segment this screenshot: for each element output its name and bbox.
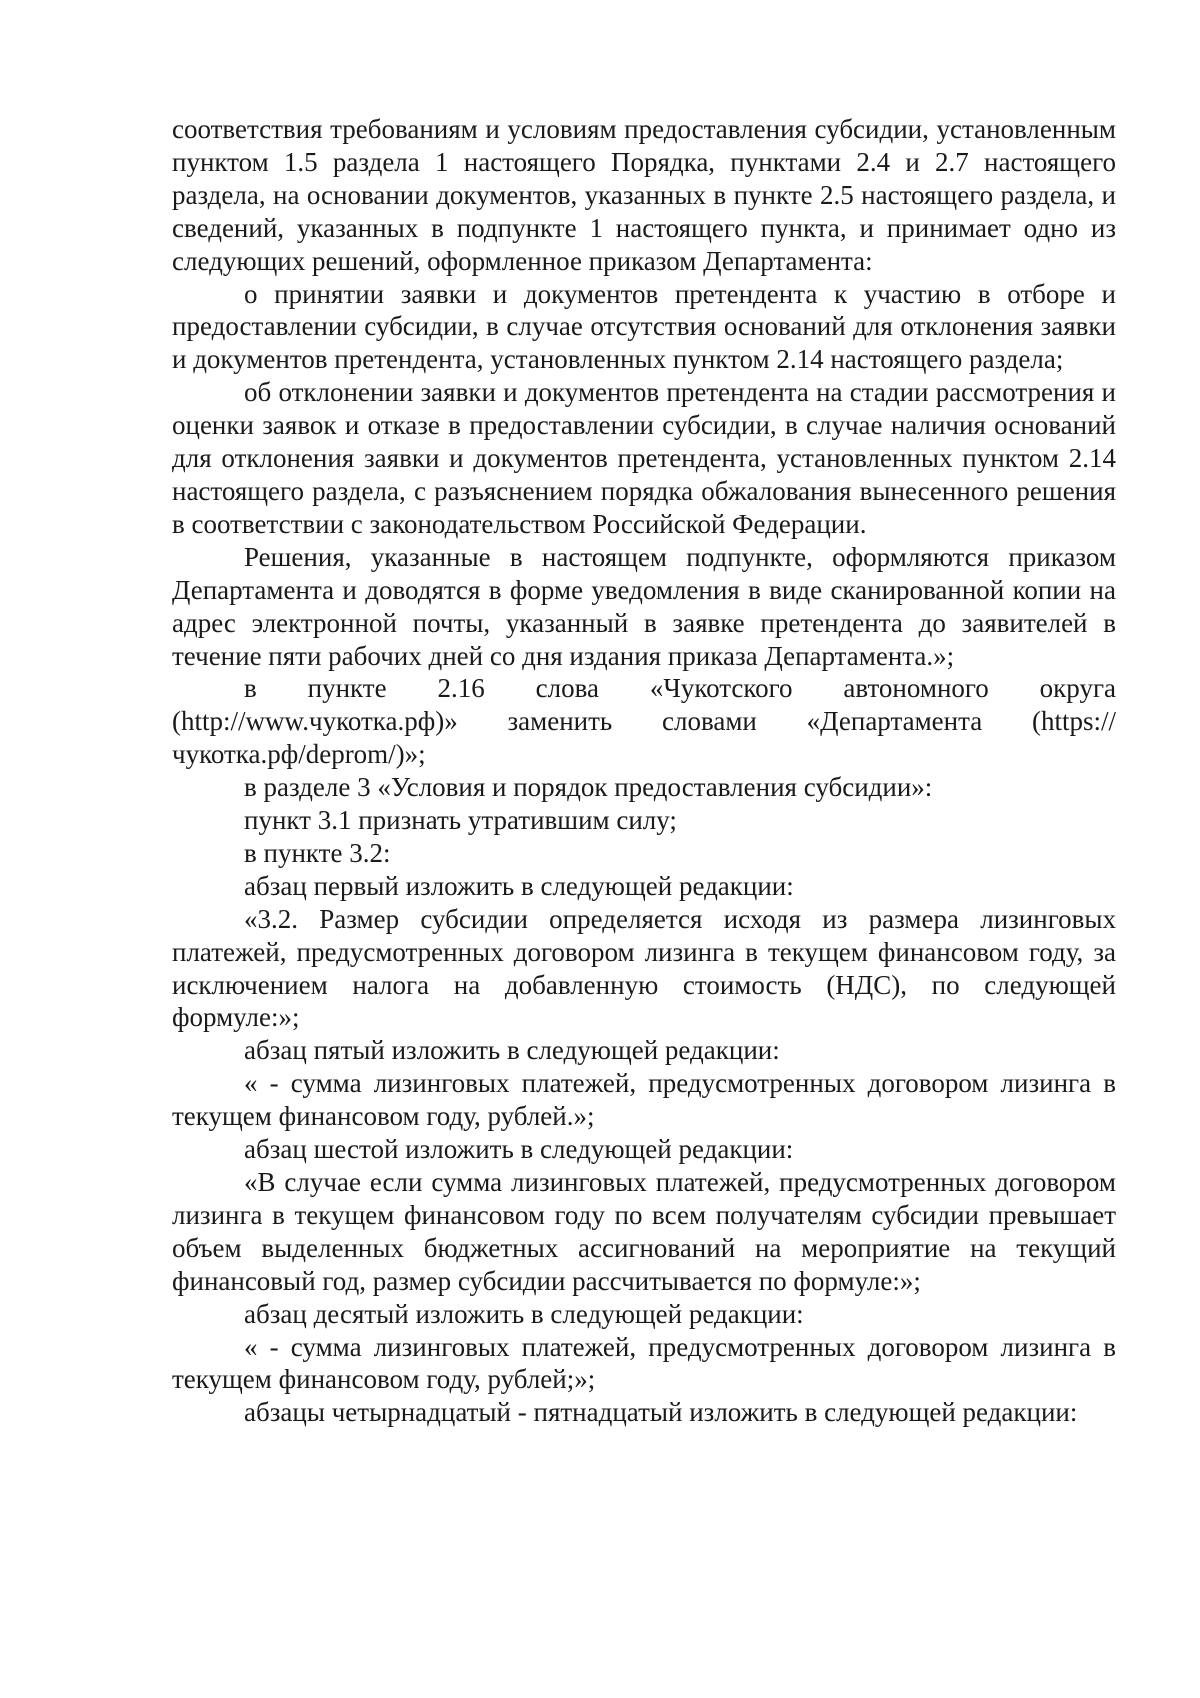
paragraph: о принятии заявки и документов претендента к участию в отборе и предоставлении субсидии, в случае отсутствия оснований для отклонения заявки и документов претендента, установленных пунктом 2.14 настоящего раздела; (172, 278, 1116, 375)
paragraph: об отклонении заявки и документов претендента на стадии рассмотрения и оценки заявок и отказе в предоставлении субсидии, в случае наличия оснований для отклонения заявки и документов претендента, установленных пунктом 2.14 настоящего раздела, с разъяснением порядка обжалования вынесенного решения в соответствии с законодательством Российской Федерации. (172, 377, 1116, 539)
paragraph: абзац первый изложить в следующей редакции: (244, 870, 794, 901)
paragraph: абзац десятый изложить в следующей редакции: (244, 1298, 804, 1329)
paragraph: в разделе 3 «Условия и порядок предоставления субсидии»: (244, 772, 933, 803)
paragraph: «В случае если сумма лизинговых платежей, предусмотренных договором лизинга в текущем финансовом году по всем получателям субсидии превышает объем выделенных бюджетных ассигнований на мероприятие на текущий финансовый год, размер субсидии рассчитывается по формуле:»; (172, 1167, 1116, 1296)
paragraph: в пункте 2.16 слова «Чукотского автономного округа (http://www.чукотка.рф)» заменить словами «Департамента (https://чукотка.рф/deprom/)»; (172, 673, 1116, 770)
paragraph: пункт 3.1 признать утратившим силу; (244, 805, 677, 836)
paragraph: абзац пятый изложить в следующей редакции: (244, 1035, 780, 1066)
paragraph: «3.2. Размер субсидии определяется исходя из размера лизинговых платежей, предусмотренных договором лизинга в текущем финансовом году, за исключением налога на добавленную стоимость (НДС), по следующей формуле:»; (172, 903, 1116, 1033)
paragraph: Решения, указанные в настоящем подпункте, оформляются приказом Департамента и доводятся в форме уведомления в виде сканированной копии на адрес электронной почты, указанный в заявке претендента до заявителей в течение пяти рабочих дней со дня издания приказа Департамента.»; (172, 541, 1116, 671)
paragraph: в пункте 3.2: (244, 837, 391, 868)
paragraph: « - сумма лизинговых платежей, предусмотренных договором лизинга в текущем финансовом году, рублей.»; (172, 1068, 1116, 1132)
document-body (172, 113, 1116, 1429)
paragraph: абзац шестой изложить в следующей редакции: (244, 1134, 794, 1165)
paragraph: соответствия требованиям и условиям предоставления субсидии, установленным пунктом 1.5 раздела 1 настоящего Порядка, пунктами 2.4 и 2.7 настоящего раздела, на основании документов, указанных в пункте 2.5 настоящего раздела, и сведений, указанных в подпункте 1 настоящего пункта, и принимает одно из следующих решений, оформленное приказом Департамента: (172, 114, 1116, 276)
paragraph: « - сумма лизинговых платежей, предусмотренных договором лизинга в текущем финансовом году, рублей;»; (172, 1331, 1116, 1395)
paragraph: абзацы четырнадцатый - пятнадцатый изложить в следующей редакции: (244, 1397, 1078, 1428)
